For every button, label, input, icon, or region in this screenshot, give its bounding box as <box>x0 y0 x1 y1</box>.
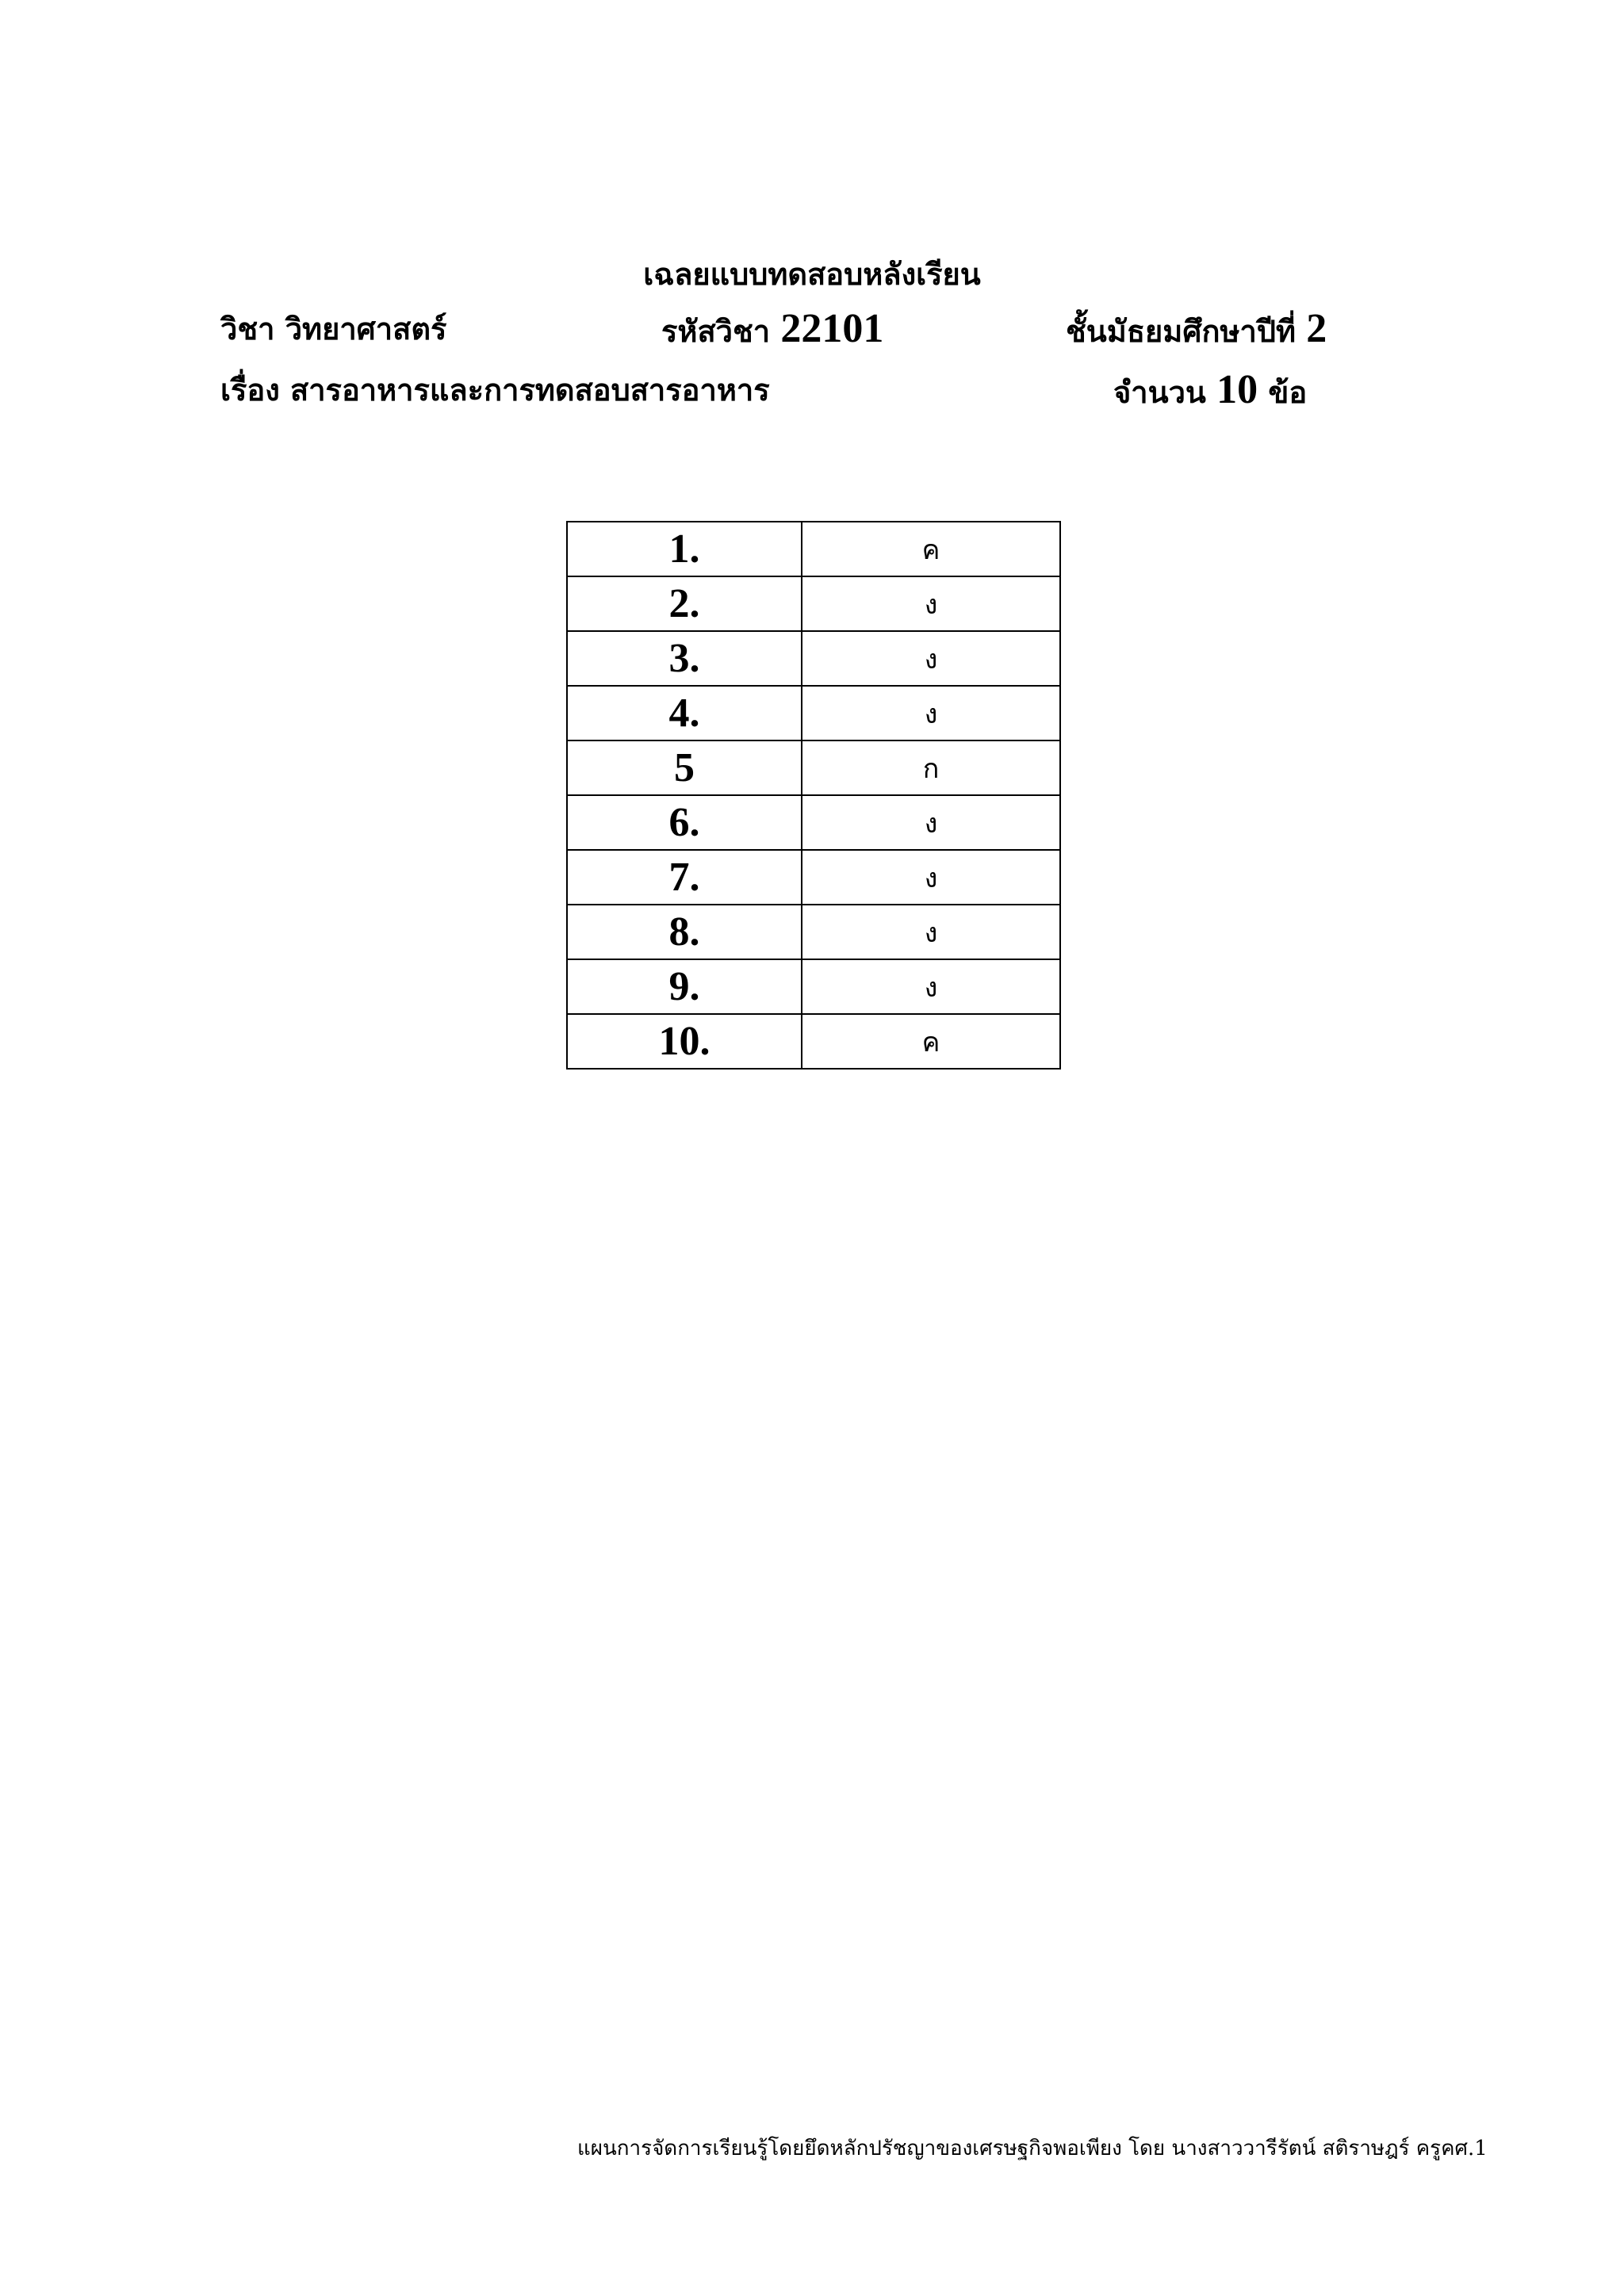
course-code-label: รหัสวิชา <box>661 313 771 349</box>
table-row <box>567 631 1060 686</box>
question-number: 6. <box>567 795 802 850</box>
course-code-value: 22101 <box>780 306 884 351</box>
answer-choice: ง <box>802 576 1060 631</box>
page-title: เฉลยแบบทดสอบหลังเรียน <box>643 256 981 292</box>
answer-choice: ก <box>802 740 1060 795</box>
table-row <box>567 850 1060 905</box>
question-number: 3. <box>567 631 802 686</box>
count-value: 10 <box>1216 367 1258 412</box>
question-number: 8. <box>567 905 802 959</box>
question-number: 5 <box>567 740 802 795</box>
table-row <box>567 1014 1060 1069</box>
answer-choice: ง <box>802 850 1060 905</box>
question-number: 10. <box>567 1014 802 1069</box>
grade-level <box>1066 305 1327 355</box>
question-number: 2. <box>567 576 802 631</box>
answer-choice: ง <box>802 795 1060 850</box>
answer-choice: ค <box>802 522 1060 576</box>
course-code <box>661 305 883 355</box>
question-number: 7. <box>567 850 802 905</box>
topic-label: เรื่อง สารอาหารและการทดสอบสารอาหาร <box>220 372 770 408</box>
table-row <box>567 576 1060 631</box>
table-row <box>567 795 1060 850</box>
answer-choice: ง <box>802 631 1060 686</box>
table-row <box>567 905 1060 959</box>
answer-choice: ง <box>802 686 1060 740</box>
table-row <box>567 686 1060 740</box>
answer-key-table <box>566 521 1061 1070</box>
question-count <box>1113 366 1307 416</box>
grade-value: 2 <box>1306 306 1327 351</box>
answer-choice: ค <box>802 1014 1060 1069</box>
question-number: 4. <box>567 686 802 740</box>
subject-label: วิชา วิทยาศาสตร์ <box>220 311 447 346</box>
answer-choice: ง <box>802 959 1060 1014</box>
question-number: 1. <box>567 522 802 576</box>
table-row <box>567 959 1060 1014</box>
question-number: 9. <box>567 959 802 1014</box>
answer-choice: ง <box>802 905 1060 959</box>
grade-label: ชั้นมัธยมศึกษาปีที่ <box>1066 313 1297 349</box>
table-row <box>567 740 1060 795</box>
table-row <box>567 522 1060 576</box>
page-footer: แผนการจัดการเรียนรู้โดยยึดหลักปรัชญาของเศรษฐกิจพอเพียง โดย นางสาววารีรัตน์ สติราษฎร์ ครูคศ.1 <box>577 2137 1488 2160</box>
count-label: จำนวน <box>1113 374 1206 410</box>
count-unit: ข้อ <box>1268 374 1308 410</box>
